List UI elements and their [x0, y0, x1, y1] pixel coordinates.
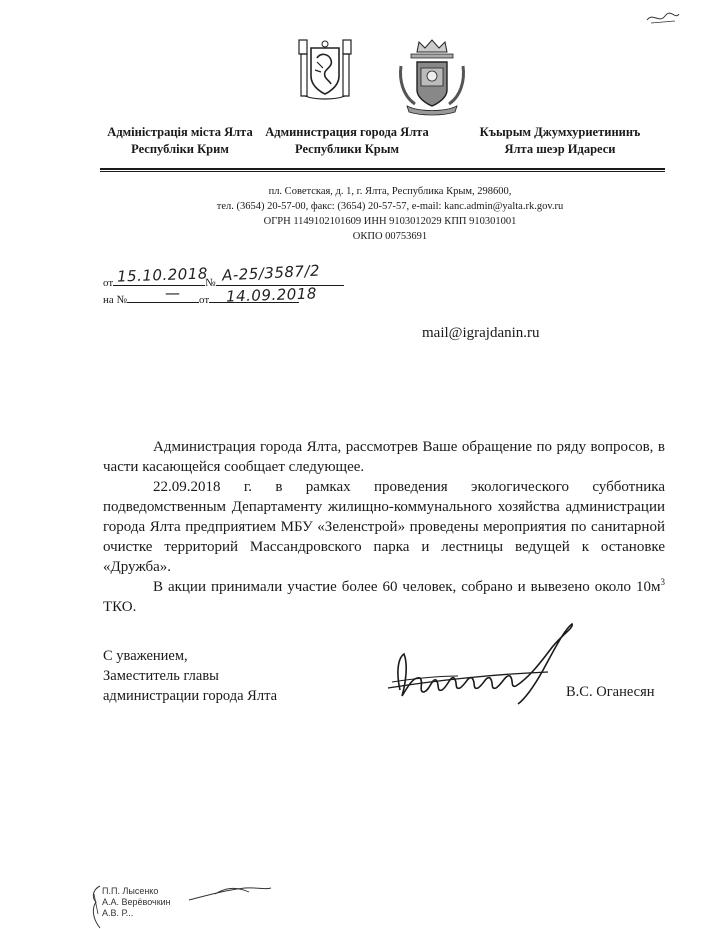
body-paragraph-3 — [103, 577, 665, 617]
header-crimean-tatar — [460, 124, 660, 158]
body-p3-text: В акции принимали участие более 60 человек, собрано и вывезено около 10м — [153, 579, 661, 595]
body-paragraph-2: 22.09.2018 г. в рамках проведения экологического субботника подведомственным Департаменту жилищно-коммунального хозяйства администрации города Ялта предприятием МБУ «Зеленстрой» проведены мероприятия по санитарной очистке территорий Массандровского парка и лестницы ведущей к остановке «Дружба». — [103, 479, 665, 575]
yalta-coat-of-arms-icon — [397, 38, 467, 118]
body-paragraph-1: Администрация города Ялта, рассмотрев Ваше обращение по ряду вопросов, в части касающейся сообщает следующее. — [103, 439, 665, 475]
signer-name: В.С. Оганесян — [566, 684, 655, 700]
okpo-line: ОКПО 00753691 — [352, 231, 428, 242]
handwritten-number: А-25/3587/2 — [221, 261, 321, 285]
executor-1: П.П. Лысенко — [102, 886, 159, 896]
closing-position-2: администрации города Ялта — [103, 688, 278, 704]
number-label: № — [205, 277, 216, 289]
closing-position-1: Заместитель главы — [103, 668, 219, 684]
executors-bracket-mark — [90, 884, 102, 929]
incoming-number-blank — [127, 292, 199, 303]
executors-list — [102, 886, 171, 919]
handwritten-date: 15.10.2018 — [116, 264, 209, 286]
header-ru-line-1: Администрация города Ялта — [265, 125, 429, 139]
body-p3-tail: ТКО. — [103, 599, 137, 615]
header-crh-line-2: Ялта шеэр Идареси — [504, 142, 616, 156]
header-rule-thin — [100, 171, 665, 172]
crimea-coat-of-arms-icon — [297, 38, 353, 102]
handwritten-signature — [378, 620, 578, 710]
header-russian — [262, 124, 432, 158]
header-ru-line-2: Республики Крым — [295, 142, 399, 156]
from-label: от — [103, 277, 114, 289]
incoming-number-label: на № — [103, 294, 128, 306]
recipient-email: mail@igrajdanin.ru — [422, 325, 540, 341]
codes-line: ОГРН 1149102101609 ИНН 9103012029 КПП 910301001 — [263, 216, 517, 227]
executor-3: А.В. Р... — [102, 908, 134, 918]
incoming-from-label: от — [199, 294, 210, 306]
header-crh-line-1: Къырым Джумхуриетининъ — [479, 125, 641, 139]
phones-line: тел. (3654) 20-57-00, факс: (3654) 20-57-57, e-mail: kanc.admin@yalta.rk.gov.ru — [216, 201, 564, 212]
contact-details — [160, 184, 620, 244]
executor-2: А.А. Верёвочкин — [102, 897, 171, 907]
header-ukrainian — [100, 124, 260, 158]
header-ua-line-2: Республіки Крим — [131, 142, 229, 156]
handwritten-corner-mark — [645, 8, 681, 26]
handwritten-incoming-number: — — [165, 284, 181, 302]
body-p3-superscript: 3 — [660, 577, 665, 587]
letter-body — [103, 437, 665, 617]
executor-signature — [185, 882, 275, 904]
address-line: пл. Советская, д. 1, г. Ялта, Республика Крым, 298600, — [268, 186, 512, 197]
closing-regards: С уважением, — [103, 648, 188, 664]
handwritten-incoming-date: 14.09.2018 — [225, 284, 318, 306]
closing-block — [103, 646, 277, 706]
header-rule-thick — [100, 168, 665, 170]
header-ua-line-1: Адміністрація міста Ялта — [107, 125, 253, 139]
